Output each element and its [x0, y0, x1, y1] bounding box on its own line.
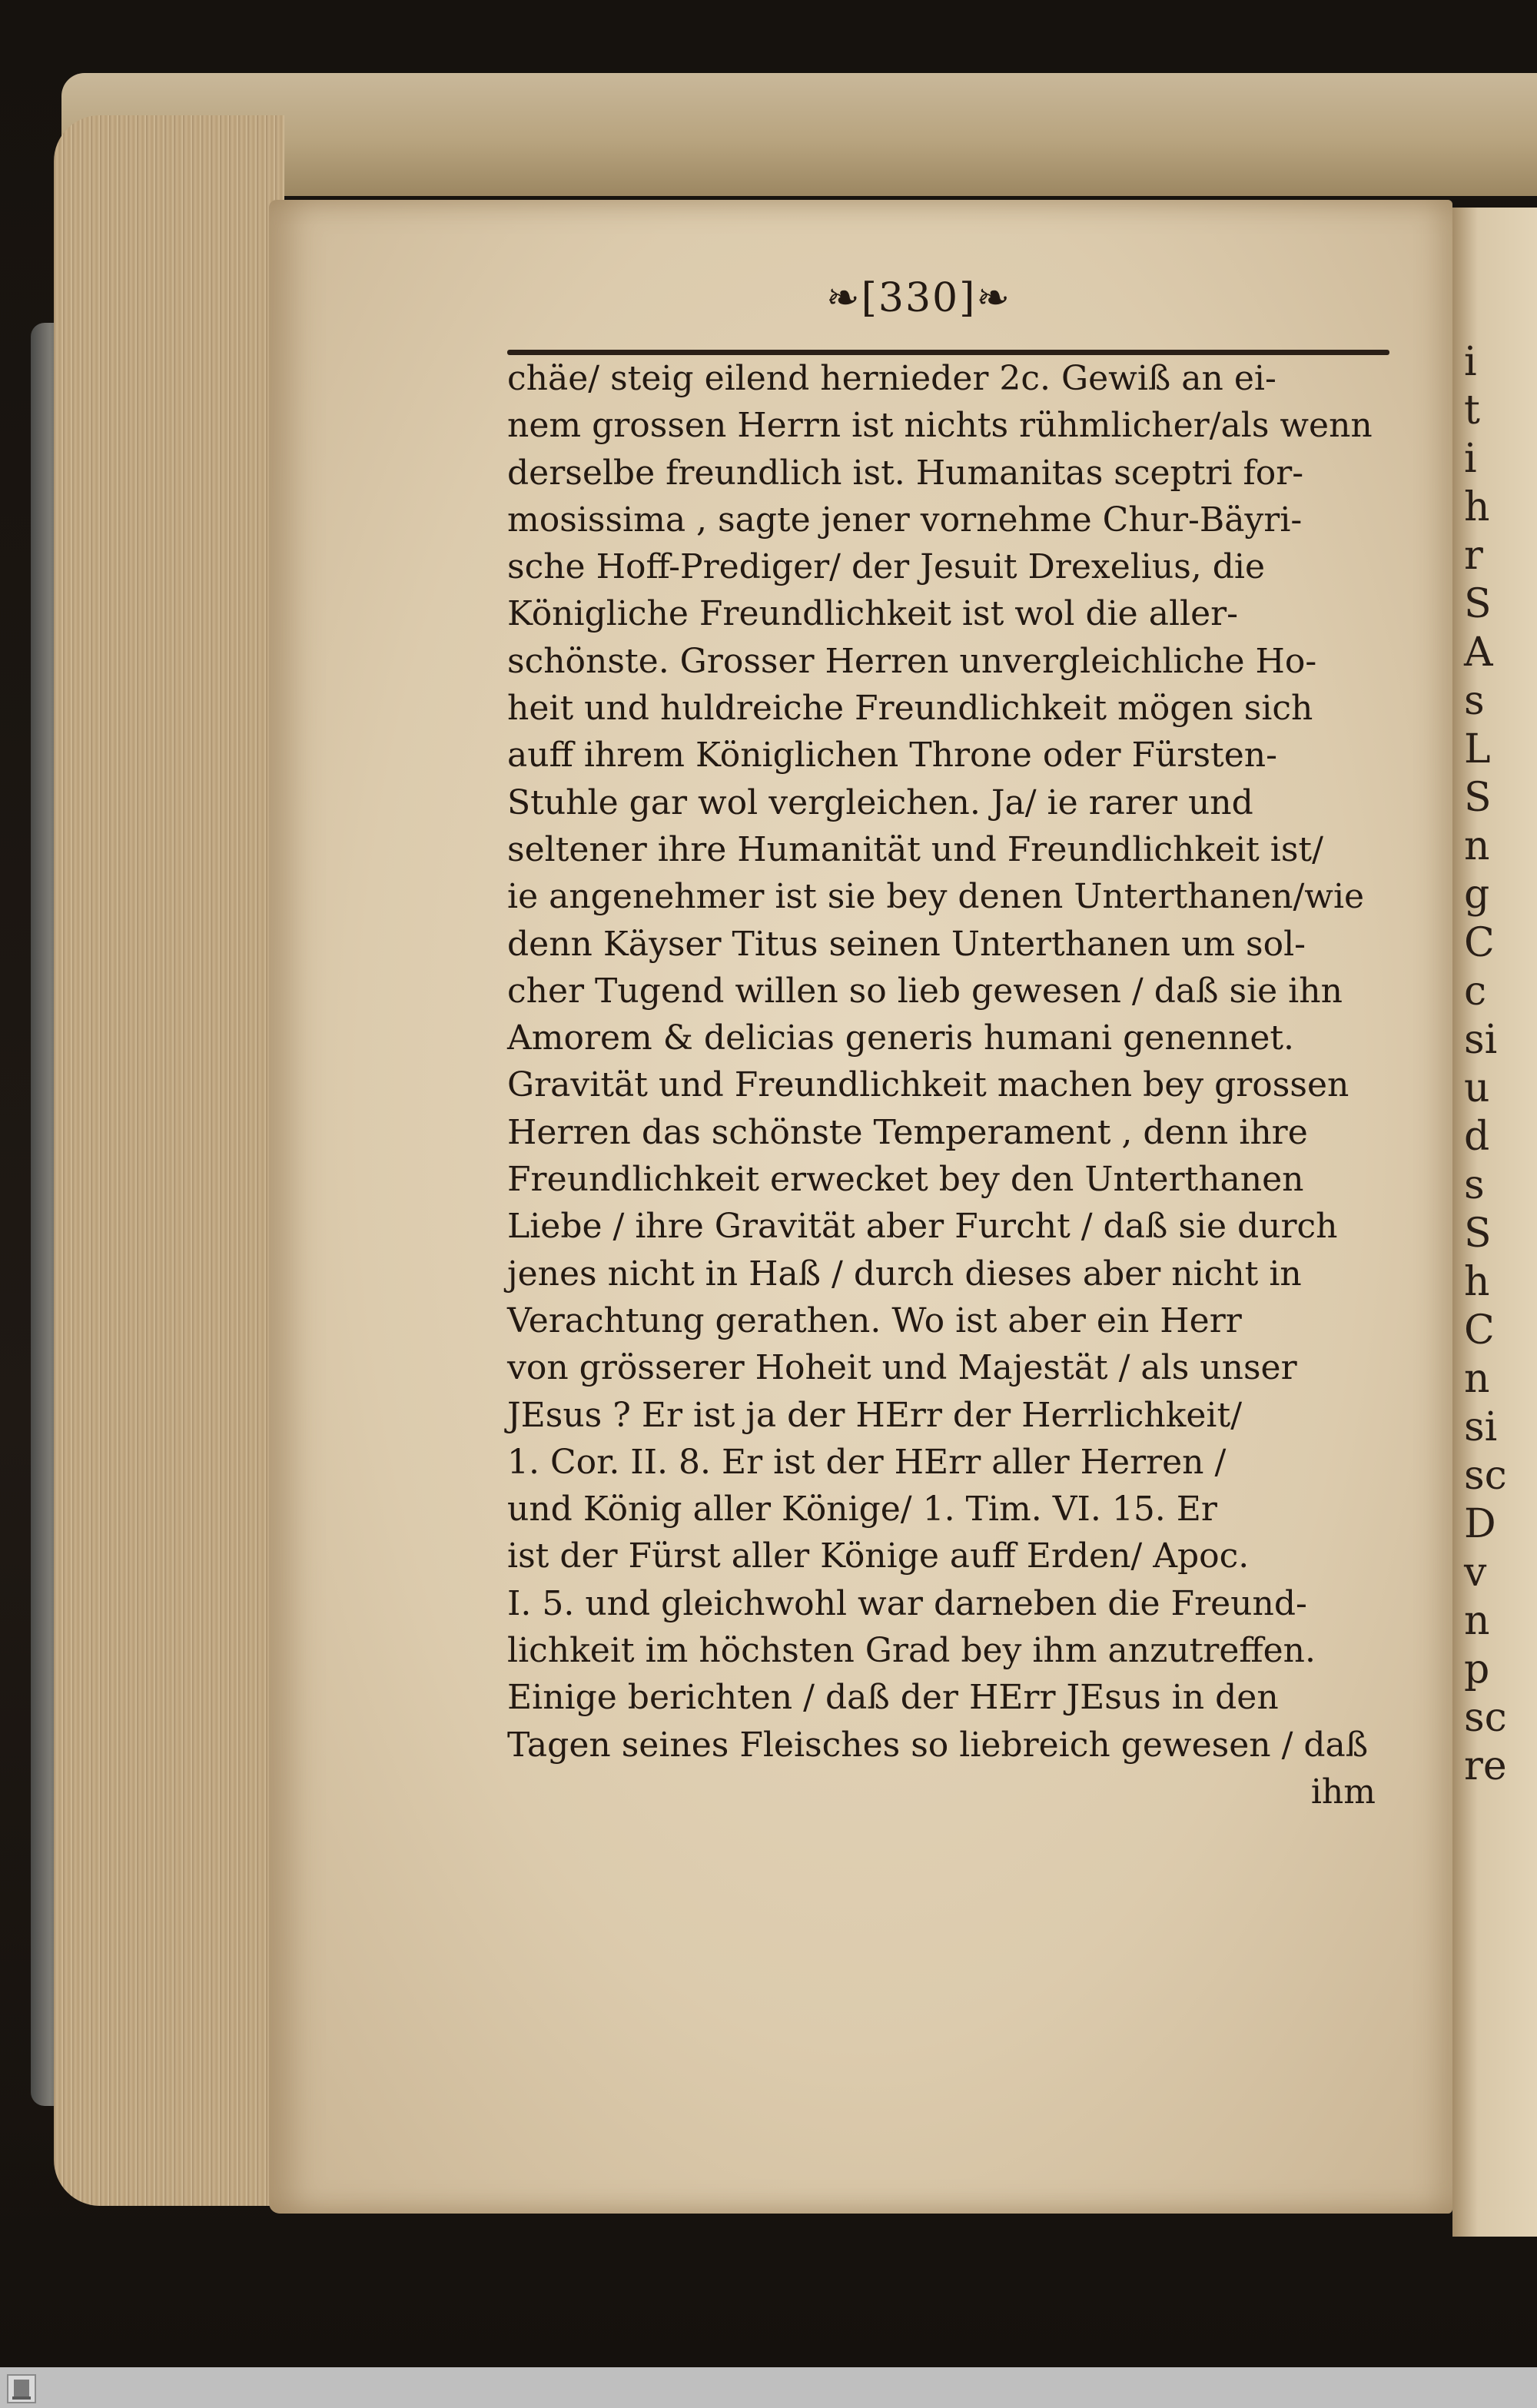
text-line: Verachtung gerathen. Wo ist aber ein Herr [507, 1300, 1242, 1340]
text-line: Gravität und Freundlichkeit machen bey grossen [507, 1065, 1349, 1105]
text-line: chäe/ steig eilend hernieder 2c. Gewiß an ei- [507, 359, 1276, 398]
text-line: I. 5. und gleichwohl war darneben die Freund- [507, 1583, 1307, 1623]
facing-page-fragment: s [1464, 1162, 1485, 1208]
facing-page-fragment: re [1464, 1743, 1507, 1789]
text-line: denn Käyser Titus seinen Unterthanen um sol- [507, 924, 1306, 964]
text-line: Liebe / ihre Gravität aber Furcht / daß sie durch [507, 1207, 1338, 1247]
facing-page-fragment: c [1464, 968, 1487, 1015]
facing-page-fragment: s [1464, 678, 1485, 724]
page-text [507, 355, 1391, 1815]
text-line: derselbe freundlich ist. Humanitas sceptri for- [507, 453, 1304, 493]
facing-page-fragment: i [1464, 339, 1477, 385]
facing-page-fragment: n [1464, 1598, 1490, 1644]
text-line: heit und huldreiche Freundlichkeit mögen sich [507, 689, 1313, 729]
library-logo-icon [6, 2373, 37, 2404]
text-line: Tagen seines Fleisches so liebreich gewesen / daß [507, 1725, 1369, 1765]
text-line: und König aller Könige/ 1. Tim. VI. 15. Er [507, 1490, 1217, 1529]
text-line: JEsus ? Er ist ja der HErr der Herrlichkeit/ [507, 1395, 1243, 1435]
facing-page-fragment: A [1464, 629, 1493, 676]
text-line: ie angenehmer ist sie bey denen Unterthanen/wie [507, 877, 1365, 917]
facing-page-fragment: n [1464, 823, 1490, 869]
facing-page-fragment: S [1464, 581, 1492, 627]
catchword: ihm [1310, 1772, 1376, 1812]
text-line: von grösserer Hoheit und Majestät / als unser [507, 1348, 1297, 1388]
page-header: ❧[330]❧ [826, 275, 1011, 321]
facing-page-fragment: S [1464, 1211, 1492, 1257]
facing-page-text [1464, 338, 1537, 1791]
facing-page-fragment: n [1464, 1356, 1490, 1402]
text-line: lichkeit im höchsten Grad bey ihm anzutreffen. [507, 1631, 1316, 1671]
facing-page-fragment: C [1464, 920, 1495, 966]
text-line: 1. Cor. II. 8. Er ist der HErr aller Herren / [507, 1442, 1227, 1482]
facing-page-fragment: u [1464, 1065, 1490, 1111]
facing-page-fragment: C [1464, 1307, 1495, 1353]
text-line: jenes nicht in Haß / durch dieses aber nicht in [507, 1254, 1302, 1294]
facing-page-fragment: S [1464, 775, 1492, 821]
text-line: cher Tugend willen so lieb gewesen / daß sie ihn [507, 971, 1343, 1011]
text-line: sche Hoff-Prediger/ der Jesuit Drexelius, die [507, 547, 1266, 587]
facing-page-fragment: d [1464, 1114, 1490, 1160]
facing-page-fragment: D [1464, 1501, 1496, 1547]
text-line: Herren das schönste Temperament , denn ihre [507, 1112, 1308, 1152]
text-line: seltener ihre Humanität und Freundlichkeit ist/ [507, 829, 1323, 869]
text-line: nem grossen Herrn ist nichts rühmlicher/als wenn [507, 406, 1373, 446]
facing-page-fragment: g [1464, 872, 1490, 918]
viewer-bottom-bar [0, 2367, 1537, 2408]
facing-page-fragment: t [1464, 387, 1480, 433]
facing-page-fragment: L [1464, 726, 1491, 772]
facing-page-fragment: si [1464, 1404, 1498, 1450]
facing-page-fragment: sc [1464, 1695, 1507, 1741]
text-line: auff ihrem Königlichen Throne oder Fürsten- [507, 736, 1277, 776]
facing-page-fragment: v [1464, 1549, 1487, 1596]
facing-page-fragment: r [1464, 533, 1483, 579]
facing-page-fragment: p [1464, 1646, 1490, 1692]
text-line: Königliche Freundlichkeit ist wol die aller- [507, 594, 1239, 634]
page-stack-edge [54, 115, 284, 2206]
facing-page-fragment: h [1464, 484, 1490, 530]
facing-page-fragment: si [1464, 1017, 1498, 1063]
text-line: schönste. Grosser Herren unvergleichliche Ho- [507, 641, 1317, 681]
text-line: mosissima , sagte jener vornehme Chur-Bäyri- [507, 500, 1303, 540]
facing-page-fragment: sc [1464, 1453, 1507, 1499]
text-line: Freundlichkeit erwecket bey den Unterthanen [507, 1160, 1304, 1200]
text-line: ist der Fürst aller Könige auff Erden/ Apoc. [507, 1536, 1250, 1576]
text-line: Stuhle gar wol vergleichen. Ja/ ie rarer und [507, 782, 1253, 822]
facing-page-fragment: i [1464, 436, 1477, 482]
text-line: Amorem & delicias generis humani genennet. [507, 1018, 1295, 1058]
text-line: Einige berichten / daß der HErr JEsus in den [507, 1678, 1279, 1718]
facing-page-fragment: h [1464, 1259, 1490, 1305]
header-rule [507, 350, 1389, 355]
